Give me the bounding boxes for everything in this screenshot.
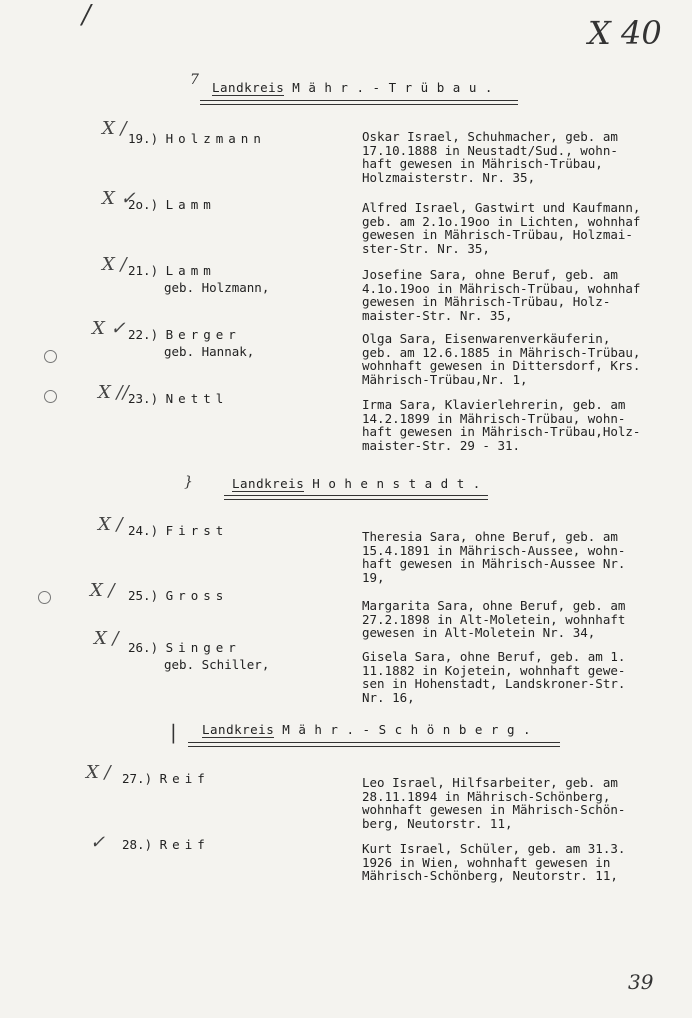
- entry-surname: Lamm: [165, 197, 216, 212]
- entry-name: [128, 522, 228, 539]
- entry-surname: Gross: [165, 588, 229, 603]
- check-mark: X /: [102, 254, 127, 275]
- double-underline: [188, 742, 560, 747]
- entry-surname: Holzmann: [165, 131, 266, 146]
- slash-mark: /: [82, 0, 91, 30]
- section-marker: }: [184, 474, 193, 490]
- entry-description: Leo Israel, Hilfsarbeiter, geb. am 28.11.1894 in Mährisch-Schönberg, wohnhaft gewesen in Mährisch-Schön- berg, Neutorstr. 11,: [362, 775, 626, 831]
- entry-description: Margarita Sara, ohne Beruf, geb. am 27.2.1898 in Alt-Moletein, wohnhaft gewesen in Alt-Moletein Nr. 34,: [362, 598, 626, 640]
- check-mark: X /: [102, 118, 127, 139]
- entry-surname: Lamm: [165, 263, 216, 278]
- entry-name: [128, 326, 254, 360]
- entry-maiden-name: geb. Schiller,: [164, 657, 270, 672]
- check-mark: X /: [90, 580, 115, 601]
- entry-description: Oskar Israel, Schuhmacher, geb. am 17.10.1888 in Neustadt/Sud., wohn- haft gewesen in Mährisch-Trübau, Holzmaisterstr. Nr. 35,: [362, 129, 618, 185]
- entry-number: 24.): [128, 523, 159, 538]
- double-underline: [224, 495, 488, 500]
- entry-name: [128, 390, 228, 407]
- section-heading: [202, 722, 531, 737]
- section-heading: [212, 80, 493, 95]
- entry-number: 22.): [128, 327, 159, 342]
- section-heading-prefix: Landkreis: [232, 476, 305, 491]
- entry-surname: Nettl: [165, 391, 229, 406]
- section-heading-prefix: Landkreis: [202, 722, 275, 737]
- entry-name: [128, 196, 216, 213]
- hole-punch-mark: [38, 591, 51, 604]
- entry-number: 28.): [122, 837, 153, 852]
- entry-number: 21.): [128, 263, 159, 278]
- check-mark: X ✓: [92, 318, 126, 339]
- section-bracket: |: [170, 720, 177, 744]
- check-mark: ✓: [90, 832, 106, 853]
- check-mark: X /: [94, 628, 119, 649]
- entry-name: [122, 836, 210, 853]
- entry-surname: Singer: [165, 640, 241, 655]
- check-mark: X //: [98, 382, 129, 403]
- entry-name: [128, 639, 269, 673]
- entry-surname: Berger: [165, 327, 241, 342]
- section-heading-name: H o h e n s t a d t .: [312, 476, 481, 491]
- entry-surname: Reif: [159, 771, 210, 786]
- entry-number: 27.): [122, 771, 153, 786]
- hole-punch-mark: [44, 350, 57, 363]
- entry-name: [128, 130, 266, 147]
- check-mark: X ✓: [102, 188, 136, 209]
- entry-description: Irma Sara, Klavierlehrerin, geb. am 14.2.1899 in Mährisch-Trübau, wohn- haft gewesen in Mährisch-Trübau,Holz- maister-Str. 29 - 31.: [362, 397, 641, 453]
- hole-punch-mark: [44, 390, 57, 403]
- section-marker: 7: [190, 72, 199, 88]
- section-heading: [232, 476, 481, 491]
- entry-name: [122, 770, 210, 787]
- entry-number: 25.): [128, 588, 159, 603]
- double-underline: [200, 100, 518, 105]
- entry-description: Olga Sara, Eisenwarenverkäuferin, geb. am 12.6.1885 in Mährisch-Trübau, wohnhaft gewesen in Dittersdorf, Krs. Mährisch-Trübau,Nr. 1,: [362, 331, 641, 387]
- entry-description: Theresia Sara, ohne Beruf, geb. am 15.4.1891 in Mährisch-Aussee, wohn- haft gewesen in Mährisch-Aussee Nr. 19,: [362, 529, 626, 585]
- entry-maiden-name: geb. Holzmann,: [164, 280, 270, 295]
- entry-description: Kurt Israel, Schüler, geb. am 31.3. 1926 in Wien, wohnhaft gewesen in Mährisch-Schönberg, Neutorstr. 11,: [362, 841, 626, 883]
- entry-description: Josefine Sara, ohne Beruf, geb. am 4.1o.19oo in Mährisch-Trübau, wohnhaf gewesen in Mährisch-Trübau, Holz- maister-Str. Nr. 35,: [362, 267, 641, 323]
- check-mark: X /: [98, 514, 123, 535]
- section-heading-name: M ä h r . - S c h ö n b e r g .: [282, 722, 532, 737]
- check-mark: X /: [86, 762, 111, 783]
- entry-surname: Reif: [159, 837, 210, 852]
- page-number: 39: [628, 970, 654, 994]
- entry-number: 23.): [128, 391, 159, 406]
- entry-name: [128, 262, 269, 296]
- entry-description: Alfred Israel, Gastwirt und Kaufmann, geb. am 2.1o.19oo in Lichten, wohnhaf gewesen in Mährisch-Trübau, Holzmai- ster-Str. Nr. 35,: [362, 200, 641, 256]
- page-mark: X 40: [588, 14, 662, 52]
- entry-number: 2o.): [128, 197, 159, 212]
- section-heading-name: M ä h r . - T r ü b a u .: [292, 80, 493, 95]
- entry-surname: First: [165, 523, 229, 538]
- entry-name: [128, 587, 228, 604]
- entry-number: 26.): [128, 640, 159, 655]
- entry-number: 19.): [128, 131, 159, 146]
- entry-description: Gisela Sara, ohne Beruf, geb. am 1. 11.1882 in Kojetein, wohnhaft gewe- sen in Hohenstadt, Landskroner-Str. Nr. 16,: [362, 649, 626, 705]
- entry-maiden-name: geb. Hannak,: [164, 344, 255, 359]
- section-heading-prefix: Landkreis: [212, 80, 285, 95]
